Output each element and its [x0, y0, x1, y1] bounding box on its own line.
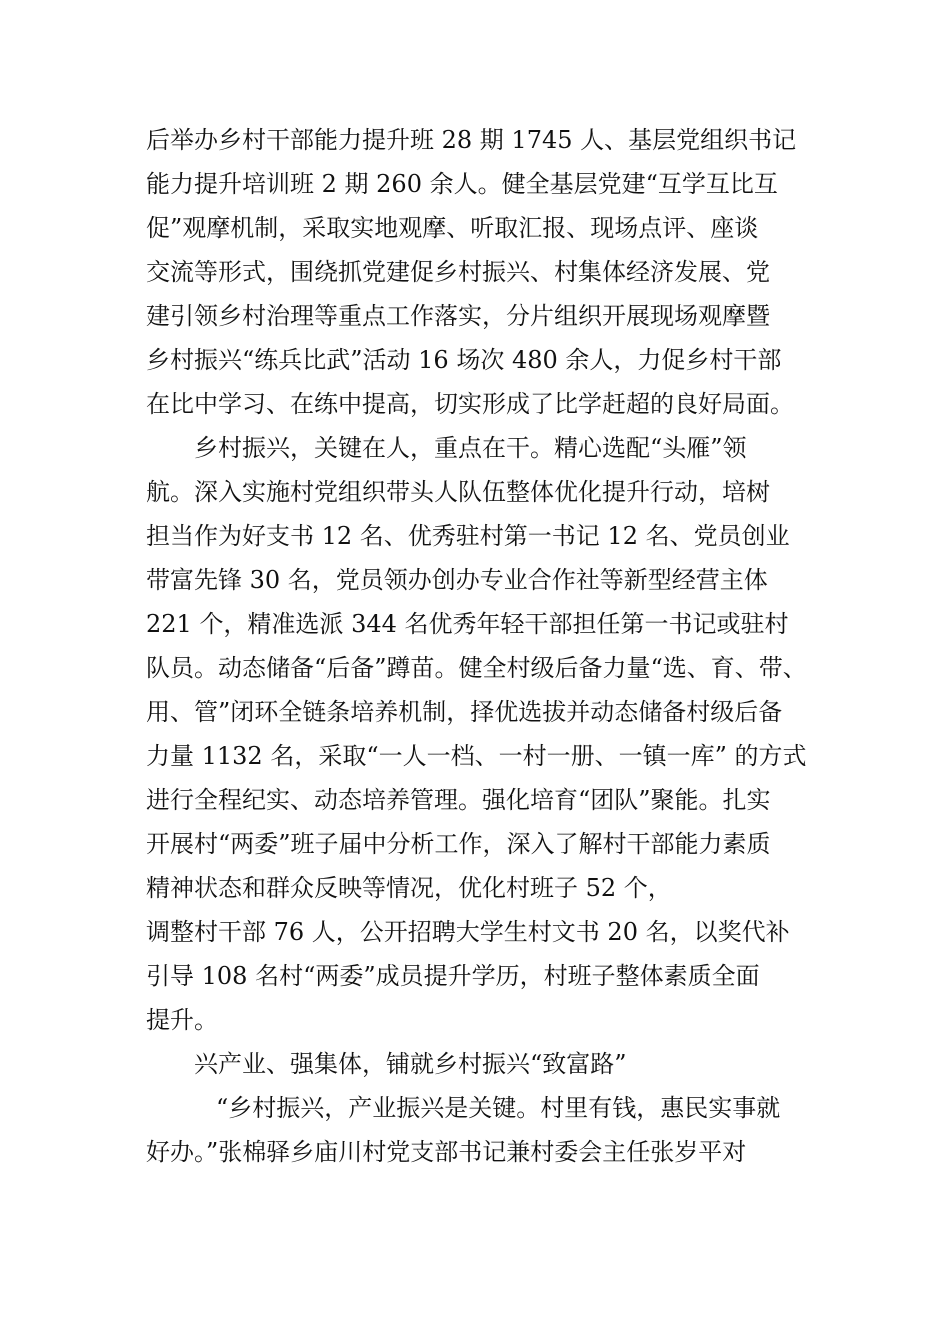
text-line: 航。深入实施村党组织带头人队伍整体优化提升行动，培树 [146, 478, 770, 506]
text-line: 调整村干部 76 人，公开招聘大学生村文书 20 名，以奖代补 [146, 918, 790, 946]
text-line: 乡村振兴“练兵比武”活动 16 场次 480 余人，力促乡村干部 [146, 346, 782, 374]
text-line: 担当作为好支书 12 名、优秀驻村第一书记 12 名、党员创业 [146, 522, 790, 550]
text-line: 进行全程纪实、动态培养管理。强化培育“团队”聚能。扎实 [146, 786, 771, 814]
paragraph-start-line: 乡村振兴，关键在人，重点在干。精心选配“头雁”领 [194, 434, 747, 462]
text-line: 用、管”闭环全链条培养机制，择优选拔并动态储备村级后备 [146, 698, 783, 726]
text-line: 队员。动态储备“后备”蹲苗。健全村级后备力量“选、育、带、 [146, 654, 807, 682]
text-line: 后举办乡村干部能力提升班 28 期 1745 人、基层党组织书记 [146, 126, 797, 154]
text-line: 221 个，精准选派 344 名优秀年轻干部担任第一书记或驻村 [146, 610, 789, 638]
text-line: 好办。”张棉驿乡庙川村党支部书记兼村委会主任张岁平对 [146, 1138, 747, 1166]
text-line: 开展村“两委”班子届中分析工作，深入了解村干部能力素质 [146, 830, 771, 858]
text-line: 能力提升培训班 2 期 260 余人。健全基层党建“互学互比互 [146, 170, 778, 198]
text-line: 力量 1132 名，采取“一人一档、一村一册、一镇一库” 的方式 [146, 742, 807, 770]
section-heading: 兴产业、强集体，铺就乡村振兴“致富路” [194, 1050, 627, 1078]
text-line: 带富先锋 30 名，党员领办创办专业合作社等新型经营主体 [146, 566, 768, 594]
text-line: 提升。 [146, 1006, 218, 1034]
text-line: 在比中学习、在练中提高，切实形成了比学赶超的良好局面。 [146, 390, 794, 418]
text-line: 建引领乡村治理等重点工作落实，分片组织开展现场观摩暨 [146, 302, 770, 330]
text-line: 促”观摩机制，采取实地观摩、听取汇报、现场点评、座谈 [146, 214, 759, 242]
body-text [146, 118, 846, 1174]
text-line: 精神状态和群众反映等情况，优化村班子 52 个， [146, 874, 672, 902]
text-line: 引导 108 名村“两委”成员提升学历，村班子整体素质全面 [146, 962, 760, 990]
paragraph-start-line: “乡村振兴，产业振兴是关键。村里有钱，惠民实事就 [216, 1094, 781, 1122]
text-line: 交流等形式，围绕抓党建促乡村振兴、村集体经济发展、党 [146, 258, 770, 286]
